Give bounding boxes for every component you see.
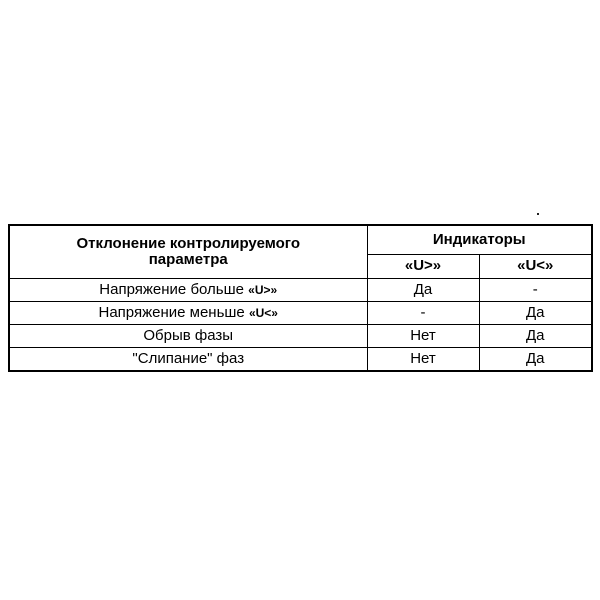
- table-row: [9, 278, 592, 301]
- parameter-cell: [9, 301, 367, 324]
- parameter-indicator-ref: «U<»: [248, 305, 278, 320]
- u-greater-cell: Нет: [367, 347, 479, 371]
- indicator-table: [8, 224, 593, 372]
- table-row: [9, 301, 592, 324]
- u-less-header: «U<»: [479, 254, 592, 278]
- u-greater-cell: Да: [367, 278, 479, 301]
- table-row: [9, 347, 592, 371]
- u-greater-cell: -: [367, 301, 479, 324]
- u-greater-header: «U>»: [367, 254, 479, 278]
- u-less-cell: Да: [479, 301, 592, 324]
- parameter-column-header: [9, 225, 367, 278]
- parameter-header-line1: Отклонение контролируемого: [76, 235, 300, 252]
- parameter-cell: [9, 278, 367, 301]
- parameter-text: Напряжение больше: [99, 280, 249, 298]
- u-less-cell: -: [479, 278, 592, 301]
- stray-dot: [537, 213, 539, 215]
- parameter-cell: [9, 347, 367, 371]
- parameter-text: Напряжение меньше: [98, 303, 249, 321]
- parameter-indicator-ref: «U>»: [248, 282, 278, 297]
- u-less-cell: Да: [479, 324, 592, 347]
- parameter-cell: [9, 324, 367, 347]
- u-less-cell: Да: [479, 347, 592, 371]
- parameter-text: "Слипание" фаз: [132, 349, 245, 367]
- u-greater-cell: Нет: [367, 324, 479, 347]
- indicators-header: Индикаторы: [367, 225, 592, 254]
- parameter-header-line2: параметра: [148, 250, 228, 268]
- table-row: [9, 324, 592, 347]
- parameter-text: Обрыв фазы: [143, 326, 234, 344]
